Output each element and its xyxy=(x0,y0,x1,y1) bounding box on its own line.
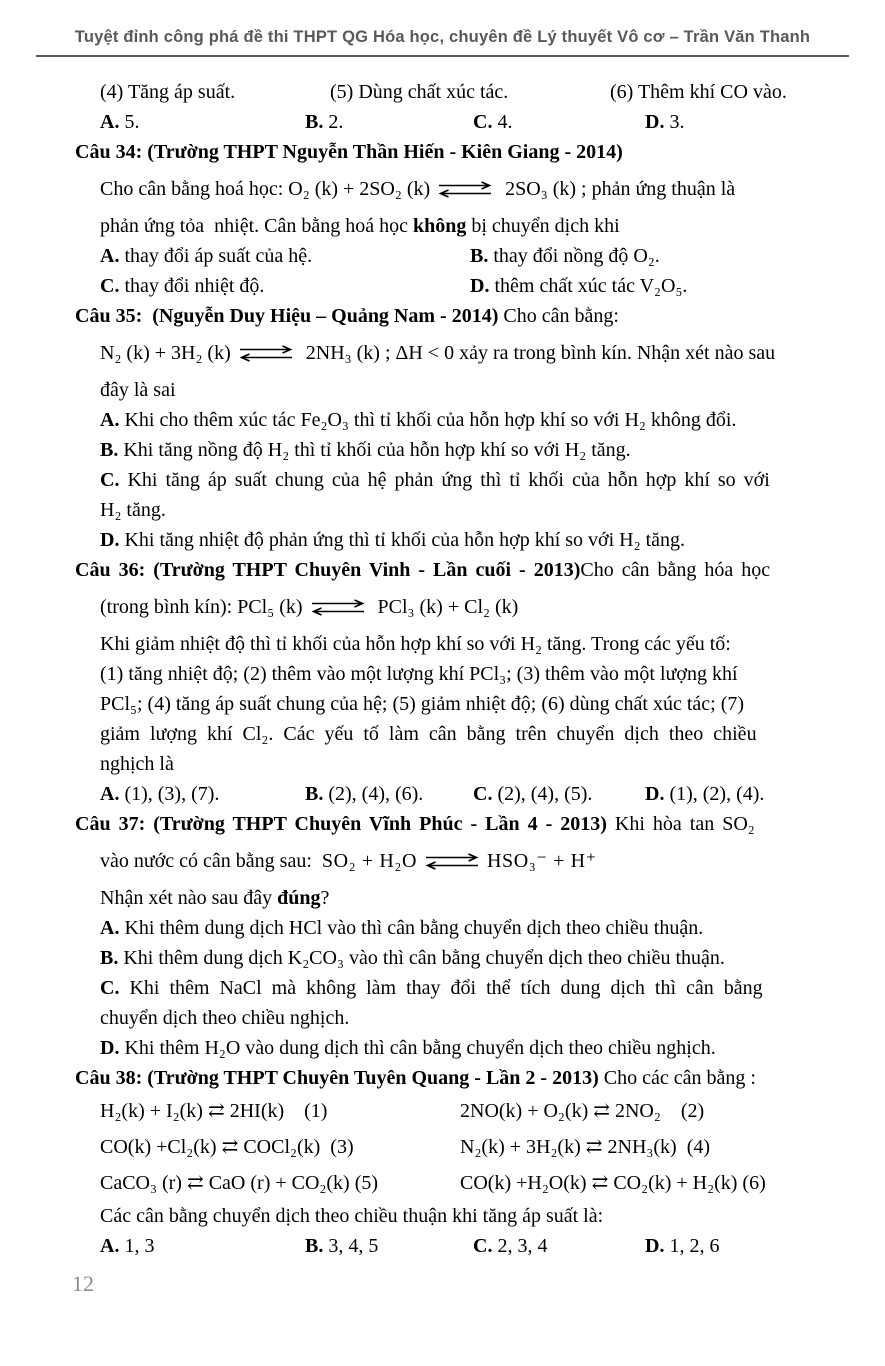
text-run: H₂(k) + I₂(k) ⇄ 2HI(k) (1) xyxy=(100,1100,328,1122)
text-cell xyxy=(473,779,645,809)
emphasis-text: Câu 34: (Trường THPT Nguyễn Thần Hiến - Kiên Giang - 2014) xyxy=(75,141,623,163)
text-run: đây là sai xyxy=(100,379,176,401)
text-cell xyxy=(100,779,305,809)
equilibrium-arrow-icon xyxy=(237,345,295,362)
emphasis-text: D. xyxy=(645,783,665,805)
emphasis-text: C. xyxy=(473,783,493,805)
text-run: Các cân bằng chuyển dịch theo chiều thuận khi tăng áp suất là: xyxy=(100,1205,604,1227)
text-run: 2. xyxy=(323,111,344,133)
text-cell xyxy=(100,1165,460,1201)
question-row xyxy=(100,271,815,301)
question-row xyxy=(100,1165,815,1201)
question-line xyxy=(100,525,815,555)
question-line xyxy=(100,883,815,913)
text-run: CO(k) +Cl₂(k) ⇄ COCl₂(k) (3) xyxy=(100,1136,354,1158)
emphasis-text: A. xyxy=(100,1235,120,1257)
text-run: Khi tăng nồng độ H₂ thì tỉ khối của hỗn hợp khí so với H₂ tăng. xyxy=(118,439,631,461)
text-run: SO₂ + H₂O xyxy=(321,850,417,872)
equilibrium-arrow-icon xyxy=(309,599,367,616)
text-run: vào nước có cân bằng sau: xyxy=(100,850,322,872)
emphasis-text: không xyxy=(413,215,467,237)
text-cell xyxy=(473,107,645,137)
text-cell xyxy=(100,1093,460,1129)
emphasis-text: Câu 36: (Trường THPT Chuyên Vinh - Lần cuối - 2013) xyxy=(75,559,581,581)
question-line xyxy=(100,659,815,689)
emphasis-text: đúng xyxy=(277,887,321,909)
emphasis-text: B. xyxy=(470,245,489,267)
document-page xyxy=(0,26,885,1366)
text-cell xyxy=(100,77,330,107)
text-run: thêm chất xúc tác V₂O₅. xyxy=(489,275,688,297)
question-line xyxy=(75,137,815,167)
question-row xyxy=(100,779,815,809)
text-run: (5) Dùng chất xúc tác. xyxy=(330,81,509,103)
question-line xyxy=(100,629,815,659)
question-line xyxy=(100,435,815,465)
text-run: Khi cho thêm xúc tác Fe₂O₃ thì tỉ khối của hỗn hợp khí so với H₂ không đổi. xyxy=(119,409,737,431)
text-run: CO(k) +H₂O(k) ⇄ CO₂(k) + H₂(k) (6) xyxy=(460,1172,766,1194)
text-cell xyxy=(460,1165,815,1201)
text-run: phản ứng tỏa nhiệt. Cân bằng hoá học xyxy=(100,215,413,237)
text-cell xyxy=(305,779,473,809)
question-line xyxy=(100,405,815,435)
text-cell xyxy=(305,1231,473,1261)
question-line xyxy=(100,913,815,943)
text-run: Khi thêm H₂O vào dung dịch thì cân bằng chuyển dịch theo chiều nghịch. xyxy=(119,1037,716,1059)
text-run: giảm lượng khí Cl₂. Các yếu tố làm cân bằng trên chuyển dịch theo chiều xyxy=(100,723,757,745)
question-line xyxy=(100,465,815,495)
question-line xyxy=(100,1201,815,1231)
text-run: H₂ tăng. xyxy=(100,499,166,521)
emphasis-text: A. xyxy=(100,245,120,267)
question-line xyxy=(100,585,815,629)
question-line xyxy=(75,1063,815,1093)
equilibrium-arrow-icon xyxy=(423,853,481,870)
emphasis-text: D. xyxy=(645,1235,665,1257)
question-line xyxy=(100,943,815,973)
text-run: bị chuyển dịch khi xyxy=(466,215,620,237)
emphasis-text: B. xyxy=(305,111,324,133)
question-line xyxy=(100,495,815,525)
emphasis-text: B. xyxy=(305,1235,324,1257)
text-run: (2), (4), (6). xyxy=(323,783,424,805)
emphasis-text: C. xyxy=(100,275,120,297)
emphasis-text: A. xyxy=(100,111,120,133)
question-line xyxy=(100,973,815,1003)
text-cell xyxy=(100,241,470,271)
text-run: ? xyxy=(320,887,330,909)
text-run: PCl₅; (4) tăng áp suất chung của hệ; (5) giảm nhiệt độ; (6) dùng chất xúc tác; (7) xyxy=(100,693,745,715)
text-run: (trong bình kín): PCl₅ (k) xyxy=(100,596,303,618)
text-run: Khi thêm dung dịch K₂CO₃ vào thì cân bằng chuyển dịch theo chiều thuận. xyxy=(118,947,725,969)
emphasis-text: C. xyxy=(473,1235,493,1257)
text-cell xyxy=(305,107,473,137)
text-run: PCl₃ (k) + Cl₂ (k) xyxy=(372,596,519,618)
question-line xyxy=(75,555,815,585)
text-run: 5. xyxy=(119,111,140,133)
text-cell xyxy=(100,271,470,301)
text-run: Khi tăng áp suất chung của hệ phản ứng thì tỉ khối của hỗn hợp khí so với xyxy=(119,469,770,491)
text-run: HSO₃⁻ + H⁺ xyxy=(486,850,597,872)
equilibrium-arrow-icon xyxy=(436,181,494,198)
question-row xyxy=(100,1231,815,1261)
text-run: thay đổi nhiệt độ. xyxy=(119,275,265,297)
emphasis-text: Câu 38: (Trường THPT Chuyên Tuyên Quang - Lần 2 - 2013) xyxy=(75,1067,599,1089)
text-cell xyxy=(610,77,815,107)
text-run: Khi giảm nhiệt độ thì tỉ khối của hỗn hợp khí so với H₂ tăng. Trong các yếu tố: xyxy=(100,633,731,655)
text-run: (2), (4), (5). xyxy=(492,783,593,805)
text-cell xyxy=(100,1231,305,1261)
emphasis-text: A. xyxy=(100,409,120,431)
emphasis-text: B. xyxy=(100,947,119,969)
question-line xyxy=(100,1033,815,1063)
emphasis-text: D. xyxy=(645,111,665,133)
emphasis-text: A. xyxy=(100,783,120,805)
emphasis-text: B. xyxy=(100,439,119,461)
page-header-title: Tuyệt đỉnh công phá đề thi THPT QG Hóa học, chuyên đề Lý thuyết Vô cơ – Trần Văn Thanh xyxy=(74,28,811,46)
text-run: Cho các cân bằng : xyxy=(598,1067,756,1089)
text-cell xyxy=(100,1129,460,1165)
emphasis-text: D. xyxy=(100,529,120,551)
question-line xyxy=(100,749,815,779)
question-line xyxy=(100,1003,815,1033)
text-run: 2, 3, 4 xyxy=(492,1235,548,1257)
question-line xyxy=(75,301,815,331)
text-run: nghịch là xyxy=(100,753,174,775)
text-cell xyxy=(460,1129,815,1165)
text-run: 1, 3 xyxy=(119,1235,155,1257)
text-cell xyxy=(470,271,815,301)
text-run: 4. xyxy=(492,111,513,133)
emphasis-text: B. xyxy=(305,783,324,805)
text-run: Khi thêm NaCl mà không làm thay đổi thể tích dung dịch thì cân bằng xyxy=(119,977,763,999)
question-line xyxy=(100,167,815,211)
text-run: 1, 2, 6 xyxy=(664,1235,720,1257)
text-run: (1), (3), (7). xyxy=(119,783,220,805)
text-run: thay đổi nồng độ O₂. xyxy=(488,245,660,267)
question-row xyxy=(100,1093,815,1129)
page-number: 12 xyxy=(72,1271,94,1296)
text-run: (1), (2), (4). xyxy=(664,783,765,805)
text-cell xyxy=(473,1231,645,1261)
emphasis-text: C. xyxy=(100,977,120,999)
text-run: 3. xyxy=(664,111,685,133)
text-cell xyxy=(645,779,815,809)
text-run: 2NO(k) + O₂(k) ⇄ 2NO₂ (2) xyxy=(460,1100,705,1122)
question-row xyxy=(100,77,815,107)
text-run: Cho cân bằng hóa học xyxy=(580,559,771,581)
text-run: N₂ (k) + 3H₂ (k) xyxy=(100,342,231,364)
text-run: Nhận xét nào sau đây xyxy=(100,887,278,909)
text-run: (1) tăng nhiệt độ; (2) thêm vào một lượng khí PCl₃; (3) thêm vào một lượng khí xyxy=(100,663,738,685)
text-run: Cho cân bằng: xyxy=(498,305,619,327)
text-run: 3, 4, 5 xyxy=(323,1235,379,1257)
text-run: 2NH₃ (k) ; ΔH < 0 xảy ra trong bình kín. Nhận xét nào sau xyxy=(300,342,776,364)
text-run: N₂(k) + 3H₂(k) ⇄ 2NH₃(k) (4) xyxy=(460,1136,711,1158)
text-run: Cho cân bằng hoá học: O₂ (k) + 2SO₂ (k) xyxy=(100,178,431,200)
question-line xyxy=(100,331,815,375)
text-run: (4) Tăng áp suất. xyxy=(100,81,236,103)
page-header xyxy=(36,26,849,57)
text-run: Khi thêm dung dịch HCl vào thì cân bằng chuyển dịch theo chiều thuận. xyxy=(119,917,704,939)
question-line xyxy=(100,375,815,405)
text-cell xyxy=(645,107,815,137)
text-run: 2SO₃ (k) ; phản ứng thuận là xyxy=(500,178,736,200)
text-cell xyxy=(470,241,815,271)
text-run: thay đổi áp suất của hệ. xyxy=(119,245,313,267)
emphasis-text: Câu 35: (Nguyễn Duy Hiệu – Quảng Nam - 2014) xyxy=(75,305,499,327)
question-line xyxy=(75,809,815,839)
emphasis-text: D. xyxy=(100,1037,120,1059)
emphasis-text: C. xyxy=(473,111,493,133)
text-run: chuyển dịch theo chiều nghịch. xyxy=(100,1007,350,1029)
emphasis-text: D. xyxy=(470,275,490,297)
question-line xyxy=(100,211,815,241)
question-line xyxy=(100,689,815,719)
text-run: CaCO₃ (r) ⇄ CaO (r) + CO₂(k) (5) xyxy=(100,1172,379,1194)
text-cell xyxy=(460,1093,815,1129)
question-row xyxy=(100,241,815,271)
question-line xyxy=(100,719,815,749)
emphasis-text: A. xyxy=(100,917,120,939)
question-line xyxy=(100,839,815,883)
document-body xyxy=(75,77,815,1261)
text-cell xyxy=(645,1231,815,1261)
text-run: Khi hòa tan SO₂ xyxy=(606,813,755,835)
emphasis-text: C. xyxy=(100,469,120,491)
text-run: (6) Thêm khí CO vào. xyxy=(610,81,787,103)
emphasis-text: Câu 37: (Trường THPT Chuyên Vĩnh Phúc - Lần 4 - 2013) xyxy=(75,813,607,835)
text-cell xyxy=(100,107,305,137)
text-run: Khi tăng nhiệt độ phản ứng thì tỉ khối của hỗn hợp khí so với H₂ tăng. xyxy=(119,529,686,551)
text-cell xyxy=(330,77,610,107)
question-row xyxy=(100,1129,815,1165)
question-row xyxy=(100,107,815,137)
